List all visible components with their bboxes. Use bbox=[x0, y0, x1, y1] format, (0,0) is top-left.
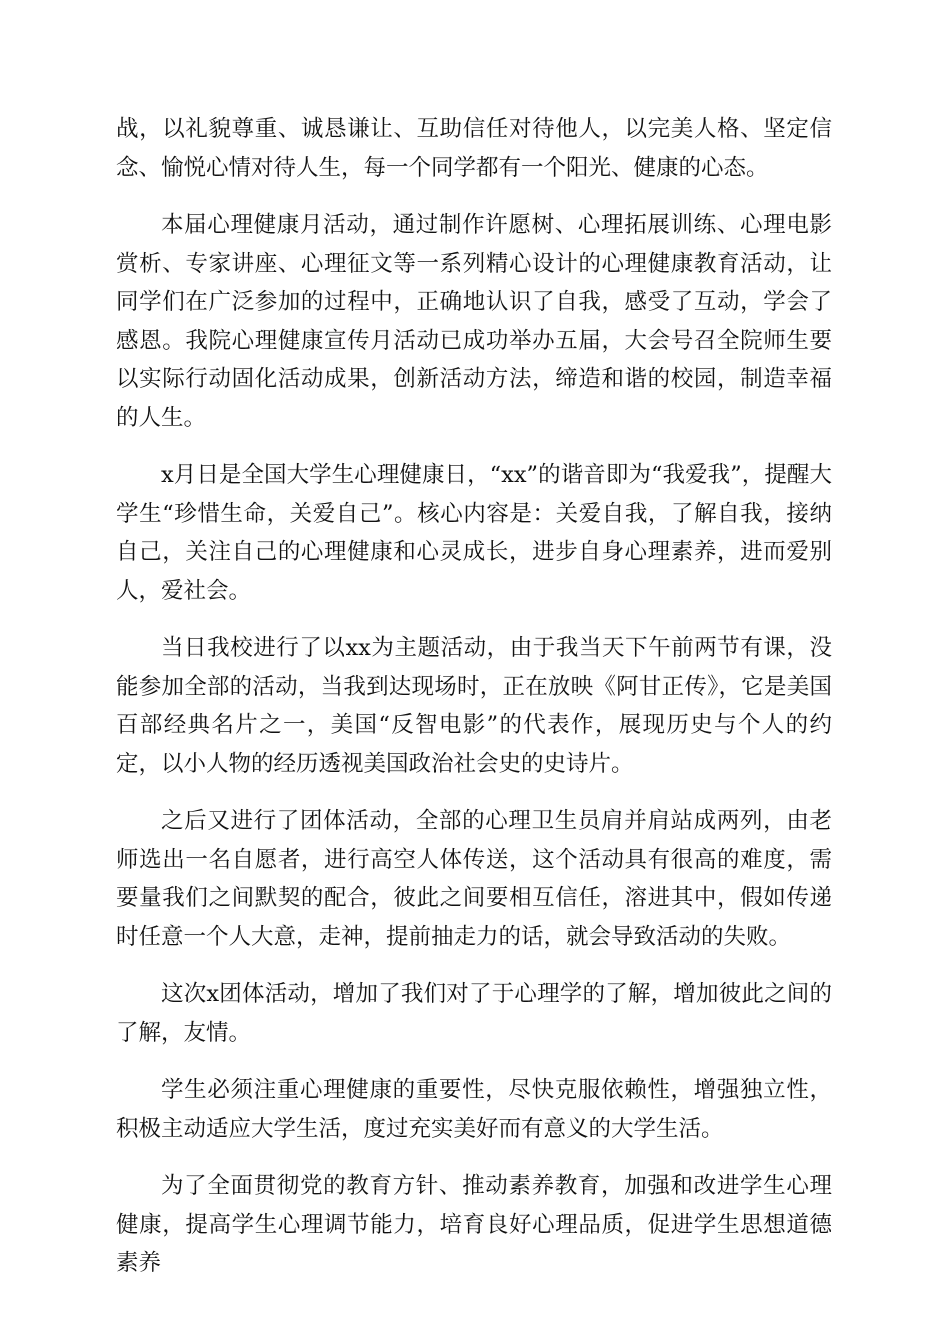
paragraph-continuation: 战，以礼貌尊重、诚恳谦让、互助信任对待他人，以完美人格、坚定信念、愉悦心情对待人生，每一个同学都有一个阳光、健康的心态。 bbox=[116, 116, 832, 181]
paragraph-reflection: 这次x团体活动，增加了我们对了于心理学的了解，增加彼此之间的了解，友情。 bbox=[116, 981, 832, 1046]
paragraph-mental-health-day: x月日是全国大学生心理健康日，“xx”的谐音即为“我爱我”，提醒大学生“珍惜生命，关爱自己”。核心内容是：关爱自我，了解自我，接纳自己，关注自己的心理健康和心灵成长，进步自身心理素养，进而爱别人，爱社会。 bbox=[116, 462, 832, 604]
paragraph-activity-summary: 本届心理健康月活动，通过制作许愿树、心理拓展训练、心理电影赏析、专家讲座、心理征文等一系列精心设计的心理健康教育活动，让同学们在广泛参加的过程中，正确地认识了自我，感受了互动，学会了感恩。我院心理健康宣传月活动已成功举办五届，大会号召全院师生要以实际行动固化活动成果，创新活动方法，缔造和谐的校园，制造幸福的人生。 bbox=[116, 212, 832, 431]
paragraph-event-day: 当日我校进行了以xx为主题活动，由于我当天下午前两节有课，没能参加全部的活动，当我到达现场时，正在放映《阿甘正传》，它是美国百部经典名片之一，美国“反智电影”的代表作，展现历史与个人的约定，以小人物的经历透视美国政治社会史的史诗片。 bbox=[116, 635, 832, 777]
paragraph-policy: 为了全面贯彻党的教育方针、推动素养教育，加强和改进学生心理健康，提高学生心理调节能力，培育良好心理品质，促进学生思想道德素养 bbox=[116, 1173, 832, 1276]
document-body bbox=[116, 110, 832, 1302]
paragraph-importance: 学生必须注重心理健康的重要性，尽快克服依赖性，增强独立性，积极主动适应大学生活，度过充实美好而有意义的大学生活。 bbox=[116, 1077, 832, 1142]
paragraph-group-activity: 之后又进行了团体活动，全部的心理卫生员肩并肩站成两列，由老师选出一名自愿者，进行高空人体传送，这个活动具有很高的难度，需要量我们之间默契的配合，彼此之间要相互信任，溶进其中，假如传递时任意一个人大意，走神，提前抽走力的话，就会导致活动的失败。 bbox=[116, 808, 832, 950]
